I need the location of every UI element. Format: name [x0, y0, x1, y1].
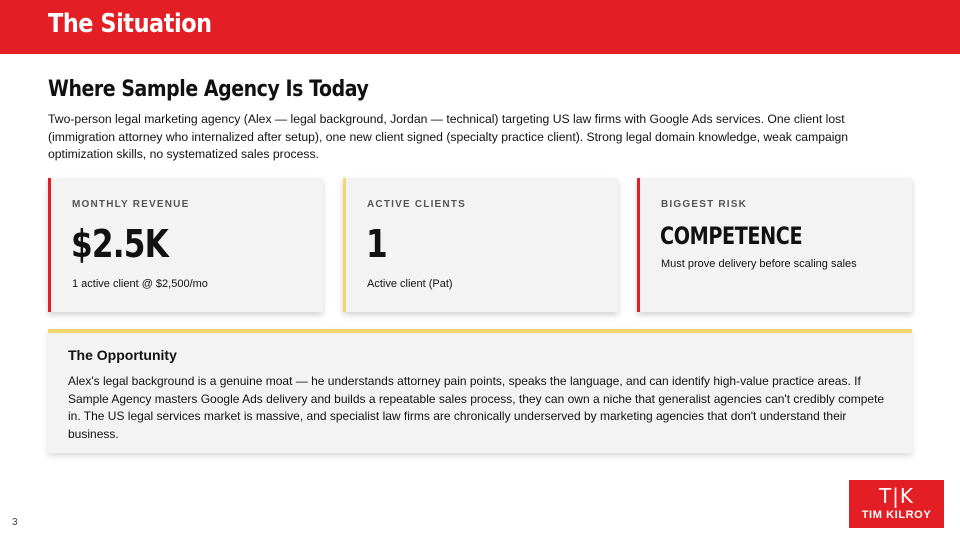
- section-heading: Where Sample Agency Is Today: [48, 77, 369, 102]
- intro-paragraph: Two-person legal marketing agency (Alex — legal background, Jordan — technical) targeting US law firms with Google Ads services. One client lost (immigration attorney who internalized after setup), one new client signed (specialty practice client). Strong legal domain knowledge, weak campaign optimization skills, no systematized sales process.: [48, 112, 849, 161]
- card-value: $2.5K: [71, 222, 168, 266]
- logo-monogram: T|K: [878, 484, 915, 508]
- card-value: 1: [366, 222, 387, 266]
- metric-card-clients: [343, 178, 618, 312]
- card-subtext: 1 active client @ $2,500/mo: [72, 278, 208, 290]
- card-value: COMPETENCE: [660, 222, 803, 250]
- page-number: 3: [12, 517, 18, 528]
- slide-title: The Situation: [48, 9, 212, 39]
- tim-kilroy-logo: [849, 480, 944, 528]
- opportunity-panel: [48, 329, 912, 453]
- card-label: MONTHLY REVENUE: [72, 199, 190, 210]
- card-subtext: Active client (Pat): [367, 278, 453, 290]
- opportunity-title: The Opportunity: [68, 347, 177, 363]
- header-bar: [0, 0, 960, 54]
- card-label: BIGGEST RISK: [661, 199, 748, 210]
- card-subtext: Must prove delivery before scaling sales: [661, 258, 857, 270]
- logo-name: TIM KILROY: [861, 509, 932, 521]
- metric-card-risk: [637, 178, 912, 312]
- opportunity-body: Alex's legal background is a genuine moat — he understands attorney pain points, speaks the language, and can identify high-value practice areas. If Sample Agency masters Google Ads delivery and builds a repeatable sales process, they can own a niche that generalist agencies can't credibly compete in. The US legal services market is massive, and specialist law firms are chronically underserved by marketing agencies that don't understand their business.: [68, 374, 885, 441]
- metric-card-revenue: [48, 178, 323, 312]
- card-label: ACTIVE CLIENTS: [367, 199, 467, 210]
